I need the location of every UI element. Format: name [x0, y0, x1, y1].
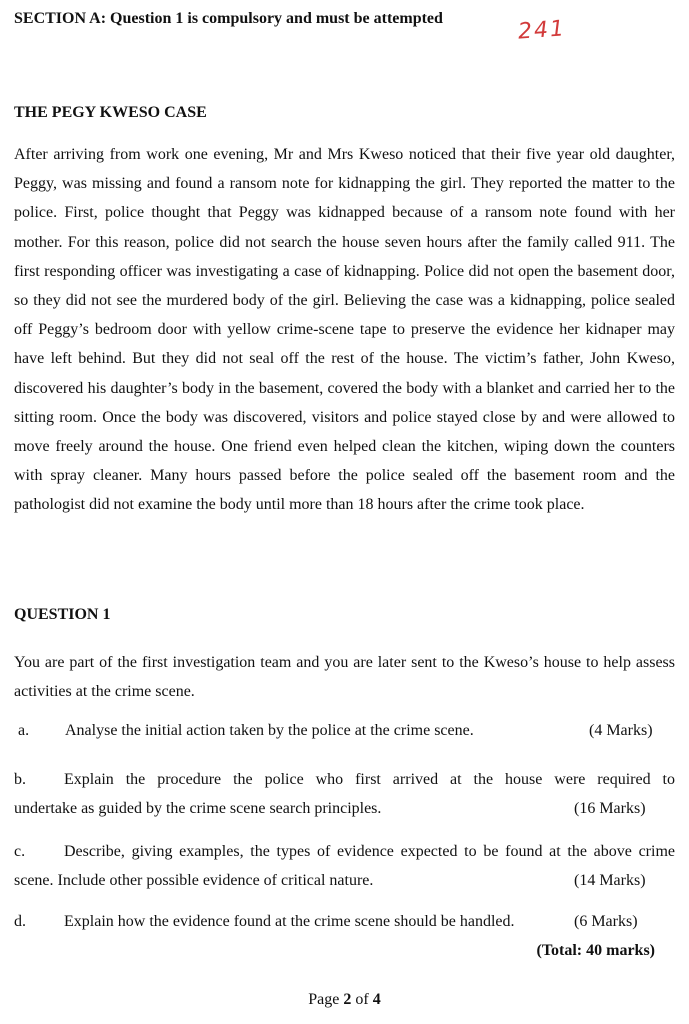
item-letter: b. — [14, 771, 26, 788]
item-marks: (16 Marks) — [574, 800, 646, 817]
case-body: After arriving from work one evening, Mr and Mrs Kweso noticed that their five year old daughter, Peggy, was missing and found a ransom note for kidnapping the girl. They reported the matter to the police. First, police thought that Peggy was kidnapped because of a ransom note found with her mother. For this reason, police did not search the house seven hours after the family called 911. The first responding officer was investigating a case of kidnapping. Police did not open the basement door, so they did not see the murdered body of the girl. Believing the case was a kidnapping, police sealed off Peggy’s bedroom door with yellow crime-scene tape to preserve the evidence her kidnaper may have left behind. But they did not seal off the rest of the house. The victim’s father, John Kweso, discovered his daughter’s body in the basement, covered the body with a blanket and carried her to the sitting room. Once the body was discovered, visitors and police stayed close by and were allowed to move freely around the house. One friend even helped clean the kitchen, wiping down the counters with spray cleaner. Many hours passed before the police sealed off the basement room and the pathologist did not examine the body until more than 18 hours after the crime took place. — [14, 146, 675, 514]
item-text-cont: undertake as guided by the crime scene search principles. — [14, 800, 382, 817]
item-text: Describe, giving examples, the types of evidence expected to be found at the above crime — [64, 843, 675, 860]
page-prefix: Page — [308, 991, 344, 1008]
question-item-c — [14, 837, 675, 895]
page-footer — [0, 991, 689, 1009]
item-letter: a. — [18, 722, 30, 739]
item-letter: c. — [14, 843, 26, 860]
item-letter: d. — [14, 913, 26, 930]
question-item-d — [14, 913, 675, 931]
item-text: Explain the procedure the police who first arrived at the house were required to — [64, 771, 675, 788]
page-mid: of — [351, 991, 373, 1008]
question-intro: You are part of the first investigation team and you are later sent to the Kweso’s house to help assess activities at the crime scene. — [14, 654, 675, 700]
page-number: 2 — [343, 991, 352, 1008]
item-text: Analyse the initial action taken by the police at the crime scene. — [65, 722, 474, 739]
section-header: SECTION A: Question 1 is compulsory and must be attempted — [14, 10, 443, 27]
case-title: THE PEGY KWESO CASE — [14, 104, 207, 121]
item-marks: (14 Marks) — [574, 872, 646, 889]
question-item-b — [14, 765, 675, 823]
item-marks: (6 Marks) — [574, 913, 638, 930]
page-total: 4 — [372, 991, 381, 1008]
handwritten-note: 241 — [517, 16, 567, 45]
total-marks: (Total: 40 marks) — [536, 942, 655, 959]
question-title: QUESTION 1 — [14, 606, 111, 623]
item-text: Explain how the evidence found at the crime scene should be handled. — [64, 913, 515, 930]
item-text-cont: scene. Include other possible evidence of critical nature. — [14, 872, 374, 889]
item-marks: (4 Marks) — [589, 722, 653, 739]
question-item-a — [14, 722, 675, 740]
